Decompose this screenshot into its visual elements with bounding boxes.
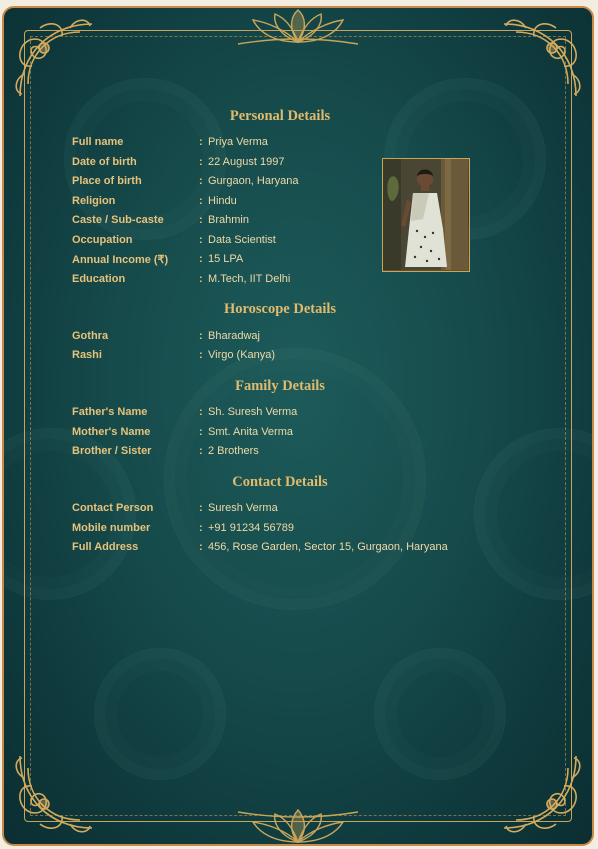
field-label: Full name <box>72 136 124 148</box>
family-details-title: Family Details <box>235 378 325 394</box>
floral-corner-ornament-icon <box>494 14 586 106</box>
field-label: Date of birth <box>72 156 137 168</box>
personal-details-title: Personal Details <box>229 108 331 124</box>
field-label: Gothra <box>72 330 109 342</box>
field-separator: : <box>199 502 203 514</box>
field-separator: : <box>199 175 203 187</box>
field-label: Education <box>72 273 126 285</box>
field-value: Data Scientist <box>208 234 276 246</box>
field-separator: : <box>199 522 203 534</box>
contact-details-title: Contact Details <box>232 474 328 490</box>
field-label: Brother / Sister <box>72 445 152 457</box>
floral-corner-ornament-icon <box>10 14 102 106</box>
field-label: Place of birth <box>72 175 142 187</box>
field-separator: : <box>199 426 203 438</box>
floral-corner-ornament-icon <box>494 746 586 838</box>
field-value: Smt. Anita Verma <box>208 426 293 438</box>
field-separator: : <box>199 445 203 457</box>
horoscope-details-title: Horoscope Details <box>223 301 337 317</box>
field-value: Priya Verma <box>208 136 268 148</box>
field-label: Contact Person <box>72 502 154 514</box>
profile-photo <box>382 158 470 272</box>
field-label: Rashi <box>72 349 102 361</box>
field-separator: : <box>199 253 203 265</box>
field-value: Virgo (Kanya) <box>208 349 276 361</box>
field-value: 456, Rose Garden, Sector 15, Gurgaon, Haryana <box>208 541 448 553</box>
field-label: Mobile number <box>72 522 151 534</box>
field-value: 2 Brothers <box>208 445 259 457</box>
field-value: Hindu <box>208 195 237 207</box>
field-separator: : <box>199 330 203 342</box>
field-separator: : <box>199 273 203 285</box>
field-value: +91 91234 56789 <box>208 522 294 534</box>
field-label: Religion <box>72 195 116 207</box>
field-label: Annual Income (₹) <box>72 254 169 266</box>
floral-corner-ornament-icon <box>10 746 102 838</box>
field-label: Occupation <box>72 234 133 246</box>
field-value: 22 August 1997 <box>208 156 285 168</box>
field-label: Father's Name <box>72 406 148 418</box>
field-separator: : <box>199 195 203 207</box>
field-separator: : <box>199 349 203 361</box>
field-value: 15 LPA <box>208 253 244 265</box>
field-separator: : <box>199 214 203 226</box>
field-label: Full Address <box>72 541 139 553</box>
field-value: Suresh Verma <box>208 502 278 514</box>
field-separator: : <box>199 406 203 418</box>
field-label: Caste / Sub-caste <box>72 214 164 226</box>
lotus-bottom-ornament-icon <box>233 804 363 844</box>
field-value: M.Tech, IIT Delhi <box>208 273 291 285</box>
field-value: Brahmin <box>208 214 249 226</box>
field-separator: : <box>199 136 203 148</box>
field-value: Sh. Suresh Verma <box>208 406 298 418</box>
person-photo-icon <box>383 159 468 270</box>
field-label: Mother's Name <box>72 426 151 438</box>
biodata-card <box>2 6 594 846</box>
field-separator: : <box>199 541 203 553</box>
lotus-top-ornament-icon <box>233 8 363 48</box>
field-value: Gurgaon, Haryana <box>208 175 299 187</box>
field-separator: : <box>199 234 203 246</box>
field-separator: : <box>199 156 203 168</box>
field-value: Bharadwaj <box>208 330 260 342</box>
